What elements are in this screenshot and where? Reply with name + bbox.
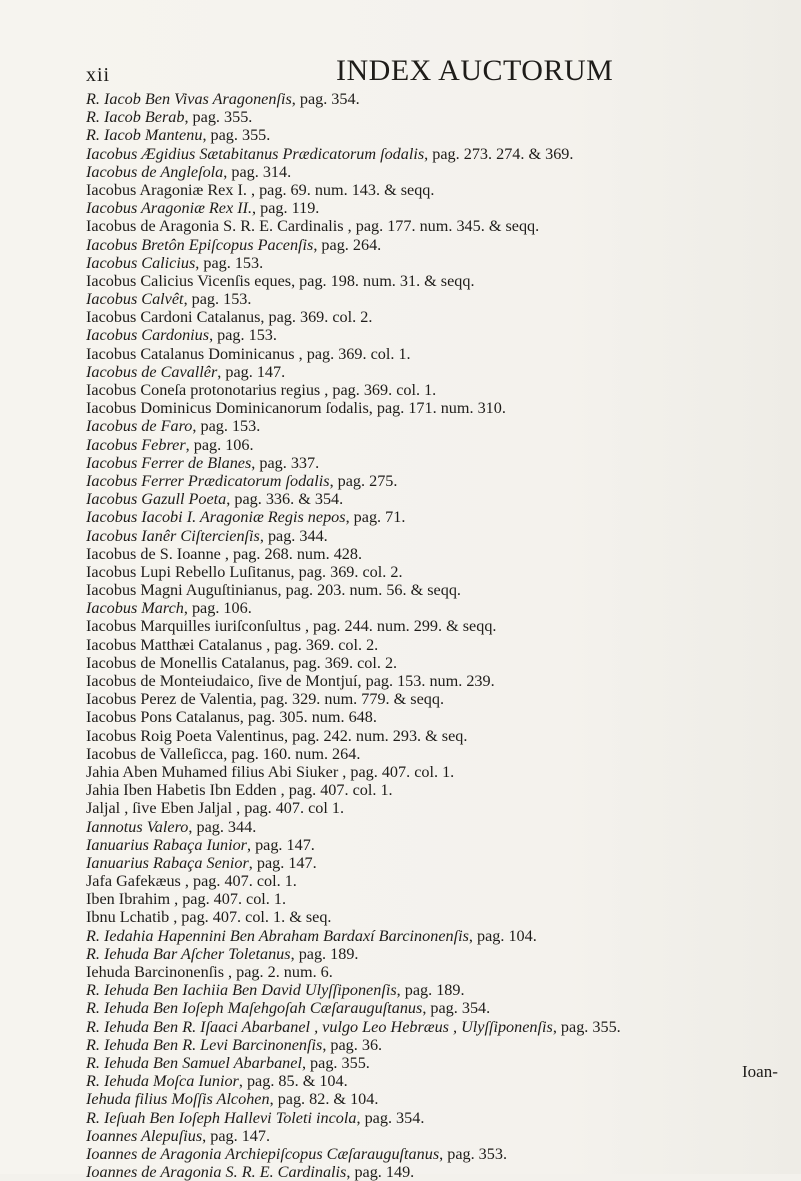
entry-name: R. Iehuda Ben Iachiia Ben David Ulyſſiponenſis	[86, 981, 397, 1000]
entry-page-reference: , pag. 106.	[183, 599, 252, 618]
entry-name: Jafa Gafekæus , pag. 407. col. 1.	[86, 872, 297, 891]
index-entry	[86, 708, 791, 726]
entry-page-reference: , pag. 147.	[217, 362, 286, 381]
entry-page-reference: , pag. 153.	[195, 253, 264, 272]
entry-name: Iben Ibrahim , pag. 407. col. 1.	[86, 890, 287, 909]
entry-name: Iacobus Matthæi Catalanus , pag. 369. col. 2.	[86, 635, 379, 654]
entry-name: Iacobus Ægidius Sætabitanus Prædicatorum ſodalis	[86, 144, 425, 163]
entry-name: Ioannes Alepuſius	[86, 1126, 203, 1145]
entry-name: Iacobus March	[86, 599, 184, 618]
entry-name: Iacobus de Faro	[86, 417, 193, 436]
entry-name: Ioannes de Aragonia S. R. E. Cardinalis	[86, 1163, 347, 1181]
index-entry	[86, 999, 791, 1017]
index-entry	[86, 872, 791, 890]
entry-page-reference: , pag. 337.	[251, 453, 320, 472]
entry-page-reference: , pag. 106.	[185, 435, 254, 454]
entry-page-reference: , pag. 275.	[329, 471, 398, 490]
index-entry	[86, 727, 791, 745]
index-entry	[86, 545, 791, 563]
index-entry	[86, 890, 791, 908]
index-entry	[86, 490, 791, 508]
index-entry	[86, 818, 791, 836]
index-entry	[86, 217, 791, 235]
entry-name: Iacobus Gazull Poeta	[86, 490, 227, 509]
entry-name: Iehuda Barcinonenſis , pag. 2. num. 6.	[86, 963, 333, 981]
index-entry	[86, 1090, 791, 1108]
entry-page-reference: , pag. 147.	[202, 1126, 271, 1145]
entry-page-reference: , pag. 344.	[188, 817, 257, 836]
index-entry	[86, 672, 791, 690]
entry-name: Iacobus Lupi Rebello Luſitanus, pag. 369. col. 2.	[86, 562, 403, 581]
entry-page-reference: , pag. 354.	[291, 90, 360, 108]
entry-name: Iacobus de Aragonia S. R. E. Cardinalis , pag. 177. num. 345. & seqq.	[86, 217, 540, 236]
index-entry	[86, 236, 791, 254]
index-entry	[86, 836, 791, 854]
entry-name: Iacobus Marquilles iuriſconſultus , pag. 244. num. 299. & seqq.	[86, 617, 497, 636]
entry-name: Iannotus Valero	[86, 817, 189, 836]
entry-name: Iacobus Roig Poeta Valentinus, pag. 242. num. 293. & seq.	[86, 726, 468, 745]
entry-page-reference: , pag. 355.	[202, 126, 271, 145]
entry-page-reference: , pag. 71.	[345, 508, 406, 527]
running-title: INDEX AUCTORUM	[336, 54, 614, 87]
entry-name: Iacobus Febrer	[86, 435, 186, 454]
index-entry	[86, 854, 791, 872]
entry-name: R. Iacob Ben Vivas Aragonenſis	[86, 90, 292, 108]
index-entry	[86, 90, 791, 108]
entry-name: R. Iehuda Ben Samuel Abarbanel	[86, 1053, 302, 1072]
index-entry	[86, 599, 791, 617]
index-entry	[86, 145, 791, 163]
index-entry	[86, 399, 791, 417]
index-entry	[86, 163, 791, 181]
entry-page-reference: , pag. 264.	[313, 235, 382, 254]
entry-name: Iacobus Calicius Vicenſis eques, pag. 198. num. 31. & seqq.	[86, 271, 475, 290]
entry-page-reference: , pag. 104.	[468, 926, 537, 945]
entry-name: Iacobus Iacobi I. Aragoniæ Regis nepos	[86, 508, 346, 527]
index-entry-list	[86, 90, 791, 1181]
entry-name: Iacobus Perez de Valentia, pag. 329. num. 779. & seqq.	[86, 690, 444, 709]
entry-name: R. Iehuda Moſca Iunior	[86, 1072, 239, 1091]
entry-name: Iacobus de Valleſicca, pag. 160. num. 264.	[86, 744, 361, 763]
entry-name: Ibnu Lchatib , pag. 407. col. 1. & seq.	[86, 908, 332, 927]
index-entry	[86, 1109, 791, 1127]
entry-name: R. Ieſuah Ben Ioſeph Hallevi Toleti incola	[86, 1108, 357, 1127]
entry-name: Iacobus Cardoni Catalanus, pag. 369. col. 2.	[86, 308, 373, 327]
index-entry	[86, 1036, 791, 1054]
index-entry	[86, 1072, 791, 1090]
index-entry	[86, 436, 791, 454]
index-entry	[86, 254, 791, 272]
entry-name: R. Iehuda Ben R. Levi Barcinonenſis	[86, 1035, 323, 1054]
entry-name: R. Iehuda Bar Aſcher Toletanus	[86, 944, 291, 963]
entry-page-reference: , pag. 149.	[346, 1163, 415, 1181]
entry-name: Iacobus de Monellis Catalanus, pag. 369. col. 2.	[86, 653, 398, 672]
entry-page-reference: , pag. 36.	[322, 1035, 383, 1054]
index-entry	[86, 108, 791, 126]
index-entry	[86, 363, 791, 381]
entry-name: R. Iedahia Hapennini Ben Abraham Bardaxí Barcinonenſis	[86, 926, 469, 945]
index-entry	[86, 763, 791, 781]
entry-name: R. Iacob Berab	[86, 108, 185, 127]
entry-page-reference: , pag. 336. & 354.	[226, 490, 344, 509]
entry-name: Ianuarius Rabaça Senior	[86, 853, 249, 872]
index-entry	[86, 472, 791, 490]
index-entry	[86, 508, 791, 526]
entry-page-reference: , pag. 355.	[552, 1017, 621, 1036]
index-entry	[86, 981, 791, 999]
index-entry	[86, 417, 791, 435]
entry-page-reference: , pag. 344.	[259, 526, 328, 545]
catchword: Ioan-	[742, 1062, 778, 1081]
entry-name: Iacobus de Monteiudaico, ſive de Montjuí, pag. 153. num. 239.	[86, 672, 495, 690]
index-entry	[86, 636, 791, 654]
page-header	[0, 54, 801, 88]
index-entry	[86, 272, 791, 290]
entry-name: Iacobus Cardonius	[86, 326, 210, 345]
index-entry	[86, 1163, 791, 1181]
index-entry	[86, 1018, 791, 1036]
entry-page-reference: , pag. 119.	[252, 199, 320, 218]
entry-name: Ianuarius Rabaça Iunior	[86, 835, 247, 854]
index-entry	[86, 581, 791, 599]
index-entry	[86, 1054, 791, 1072]
entry-name: Iacobus de Cavallêr	[86, 362, 218, 381]
entry-name: Iacobus Calvêt	[86, 290, 184, 309]
index-entry	[86, 927, 791, 945]
index-entry	[86, 690, 791, 708]
entry-name: R. Iacob Mantenu	[86, 126, 203, 145]
entry-page-reference: , pag. 189.	[396, 981, 465, 1000]
entry-name: R. Iehuda Ben Ioſeph Maſehgoſah Cæſarauguſtanus	[86, 999, 423, 1018]
entry-page-reference: , pag. 354.	[356, 1108, 425, 1127]
index-entry	[86, 345, 791, 363]
entry-name: Jahia Iben Habetis Ibn Edden , pag. 407. col. 1.	[86, 781, 393, 800]
entry-name: Iacobus Catalanus Dominicanus , pag. 369. col. 1.	[86, 344, 411, 363]
index-entry	[86, 781, 791, 799]
entry-page-reference: , pag. 355.	[184, 108, 253, 127]
entry-page-reference: , pag. 355.	[301, 1053, 370, 1072]
entry-name: Iacobus Aragoniæ Rex I. , pag. 69. num. 143. & seqq.	[86, 180, 435, 199]
entry-page-reference: , pag. 273. 274. & 369.	[424, 144, 574, 163]
index-entry	[86, 181, 791, 199]
index-entry	[86, 563, 791, 581]
index-entry	[86, 126, 791, 144]
index-entry	[86, 454, 791, 472]
index-entry	[86, 308, 791, 326]
entry-page-reference: , pag. 153.	[209, 326, 277, 345]
entry-name: Iacobus Dominicus Dominicanorum ſodalis, pag. 171. num. 310.	[86, 399, 506, 418]
entry-name: Iacobus Aragoniæ Rex II.	[86, 199, 253, 218]
index-entry	[86, 290, 791, 308]
entry-name: Iacobus Bretôn Epiſcopus Pacenſis	[86, 235, 314, 254]
index-entry	[86, 199, 791, 217]
entry-name: Iacobus Calicius	[86, 253, 196, 272]
entry-name: Iacobus de Angleſola	[86, 162, 224, 181]
index-entry	[86, 945, 791, 963]
index-entry	[86, 527, 791, 545]
entry-page-reference: , pag. 153.	[183, 290, 252, 309]
index-entry	[86, 326, 791, 344]
index-entry	[86, 745, 791, 763]
index-entry	[86, 654, 791, 672]
entry-name: Jahia Aben Muhamed filius Abi Siuker , pag. 407. col. 1.	[86, 762, 455, 781]
entry-name: Jaljal , ſive Eben Jaljal , pag. 407. col 1.	[86, 799, 345, 818]
entry-page-reference: , pag. 189.	[290, 944, 359, 963]
index-entry	[86, 908, 791, 926]
entry-name: Iehuda filius Moſſis Alcohen	[86, 1090, 270, 1109]
entry-page-reference: , pag. 153.	[192, 417, 261, 436]
index-entry	[86, 963, 791, 981]
entry-name: Iacobus Ferrer Prædicatorum ſodalis	[86, 471, 330, 490]
entry-name: Iacobus de S. Ioanne , pag. 268. num. 428.	[86, 544, 363, 563]
entry-page-reference: , pag. 314.	[223, 162, 292, 181]
entry-name: R. Iehuda Ben R. Iſaaci Abarbanel , vulgo Leo Hebræus , Ulyſſiponenſis	[86, 1017, 553, 1036]
entry-page-reference: , pag. 354.	[422, 999, 491, 1018]
index-entry	[86, 617, 791, 635]
entry-name: Iacobus Ianêr Ciſtercienſis	[86, 526, 260, 545]
entry-page-reference: , pag. 147.	[248, 853, 317, 872]
entry-page-reference: , pag. 82. & 104.	[269, 1090, 379, 1109]
entry-name: Iacobus Ferrer de Blanes	[86, 453, 252, 472]
index-entry	[86, 799, 791, 817]
entry-name: Iacobus Magni Auguſtinianus, pag. 203. num. 56. & seqq.	[86, 581, 461, 600]
index-entry	[86, 381, 791, 399]
entry-name: Ioannes de Aragonia Archiepiſcopus Cæſarauguſtanus	[86, 1144, 440, 1163]
entry-name: Iacobus Coneſa protonotarius regius , pag. 369. col. 1.	[86, 381, 437, 399]
index-entry	[86, 1145, 791, 1163]
entry-page-reference: , pag. 147.	[246, 835, 315, 854]
entry-page-reference: , pag. 85. & 104.	[238, 1072, 348, 1091]
entry-name: Iacobus Pons Catalanus, pag. 305. num. 648.	[86, 708, 377, 727]
index-entry	[86, 1127, 791, 1145]
entry-page-reference: , pag. 353.	[439, 1144, 508, 1163]
page-number: xii	[86, 64, 111, 86]
